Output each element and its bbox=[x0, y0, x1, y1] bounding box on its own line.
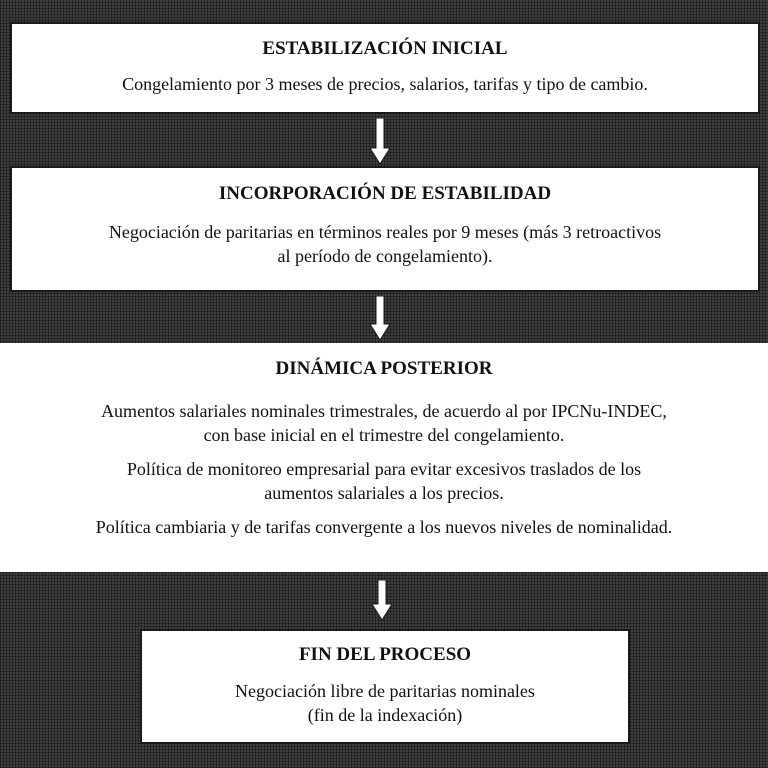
step-description-line: al período de congelamiento). bbox=[277, 246, 493, 266]
step-dinamica-posterior bbox=[0, 343, 768, 572]
step-title: DINÁMICA POSTERIOR bbox=[275, 358, 493, 379]
step-estabilizacion-inicial bbox=[10, 22, 760, 114]
step-title: FIN DEL PROCESO bbox=[298, 644, 472, 665]
step-title: INCORPORACIÓN DE ESTABILIDAD bbox=[218, 183, 552, 204]
step-description-line: con base inicial en el trimestre del congelamiento. bbox=[203, 425, 565, 445]
down-arrow-icon bbox=[372, 580, 392, 620]
down-arrow-icon bbox=[370, 296, 390, 340]
step-description-line: Aumentos salariales nominales trimestrales, de acuerdo al por IPCNu-INDEC, bbox=[101, 401, 667, 421]
step-description-line: aumentos salariales a los precios. bbox=[264, 483, 504, 503]
step-description-line: Política de monitoreo empresarial para evitar excesivos traslados de los bbox=[126, 459, 642, 479]
step-description: Congelamiento por 3 meses de precios, salarios, tarifas y tipo de cambio. bbox=[122, 74, 648, 94]
step-title: ESTABILIZACIÓN INICIAL bbox=[262, 38, 508, 59]
step-description-line: Negociación libre de paritarias nominales bbox=[235, 681, 535, 701]
step-description-line: Política cambiaria y de tarifas convergente a los nuevos niveles de nominalidad. bbox=[95, 517, 673, 537]
step-incorporacion-estabilidad bbox=[10, 166, 760, 292]
step-description-line: Negociación de paritarias en términos reales por 9 meses (más 3 retroactivos bbox=[108, 222, 662, 242]
step-fin-del-proceso bbox=[140, 629, 630, 744]
step-description-line: (fin de la indexación) bbox=[307, 705, 463, 725]
down-arrow-icon bbox=[370, 118, 390, 164]
